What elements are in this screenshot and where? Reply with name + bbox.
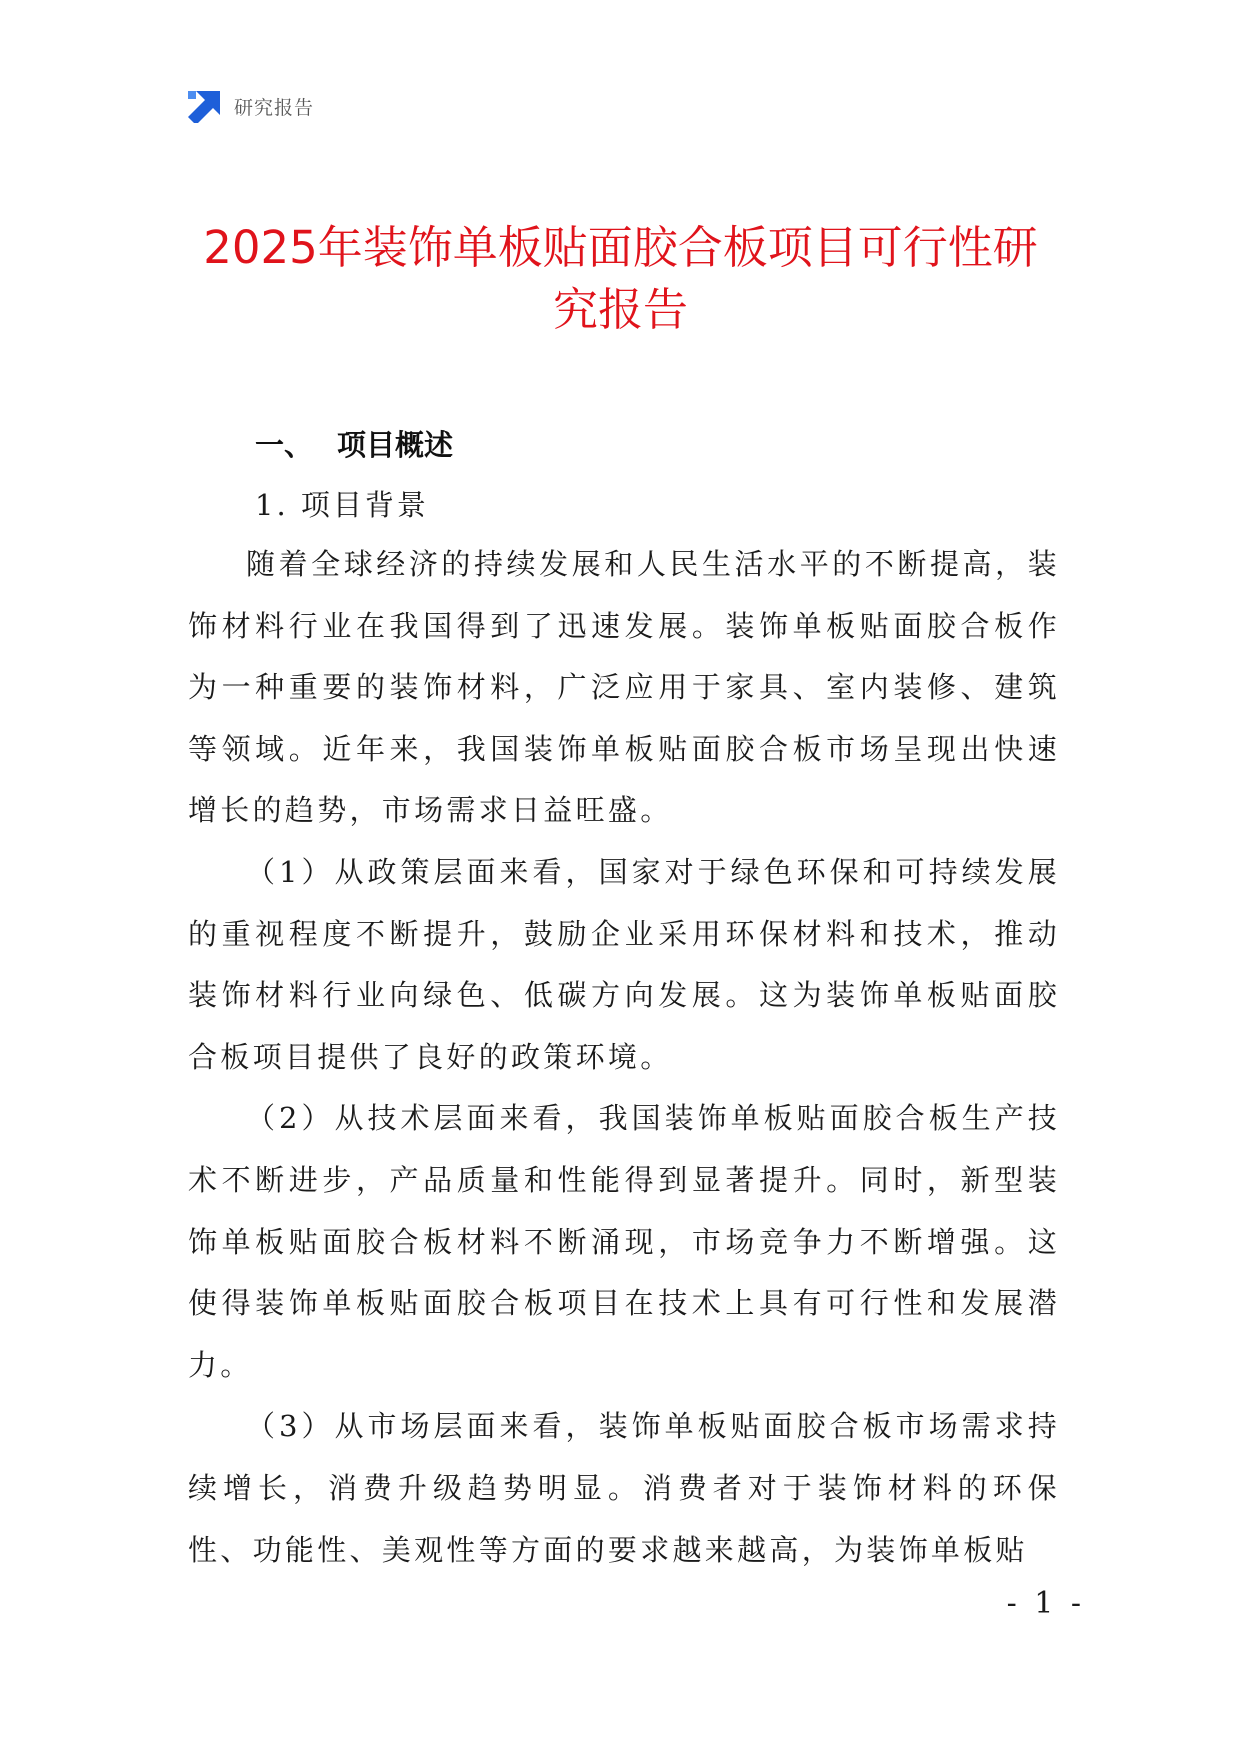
paragraph-intro: 随着全球经济的持续发展和人民生活水平的不断提高，装饰材料行业在我国得到了迅速发展。装饰单板贴面胶合板作为一种重要的装饰材料，广泛应用于家具、室内装修、建筑等领域。近年来，我国装饰单板贴面胶合板市场呈现出快速增长的趋势，市场需求日益旺盛。 [188,547,1060,828]
document-title-line-1: 2025年装饰单板贴面胶合板项目可行性研 [203,221,1038,274]
section-heading [255,419,453,467]
arrow-up-right-icon [188,89,222,123]
section-title: 项目概述 [337,427,454,462]
document-title-line-2: 究报告 [552,283,688,336]
body-text [188,534,1060,1581]
header-label: 研究报告 [234,96,315,119]
section-number: 一、 [255,427,314,462]
paragraph-market: （3）从市场层面来看，装饰单板贴面胶合板市场需求持续增长，消费升级趋势明显。消费者对于装饰材料的环保性、功能性、美观性等方面的要求越来越高，为装饰单板贴 [188,1409,1060,1567]
document-title [150,217,1091,341]
subsection-heading: 1. 项目背景 [255,488,429,522]
paragraph-policy: （1）从政策层面来看，国家对于绿色环保和可持续发展的重视程度不断提升，鼓励企业采用环保材料和技术，推动装饰材料行业向绿色、低碳方向发展。这为装饰单板贴面胶合板项目提供了良好的政策环境。 [188,854,1060,1074]
page-number: - 1 - [1006,1586,1085,1621]
paragraph-technology: （2）从技术层面来看，我国装饰单板贴面胶合板生产技术不断进步，产品质量和性能得到显著提升。同时，新型装饰单板贴面胶合板材料不断涌现，市场竞争力不断增强。这使得装饰单板贴面胶合板项目在技术上具有可行性和发展潜力。 [188,1101,1060,1382]
report-header [188,88,314,124]
